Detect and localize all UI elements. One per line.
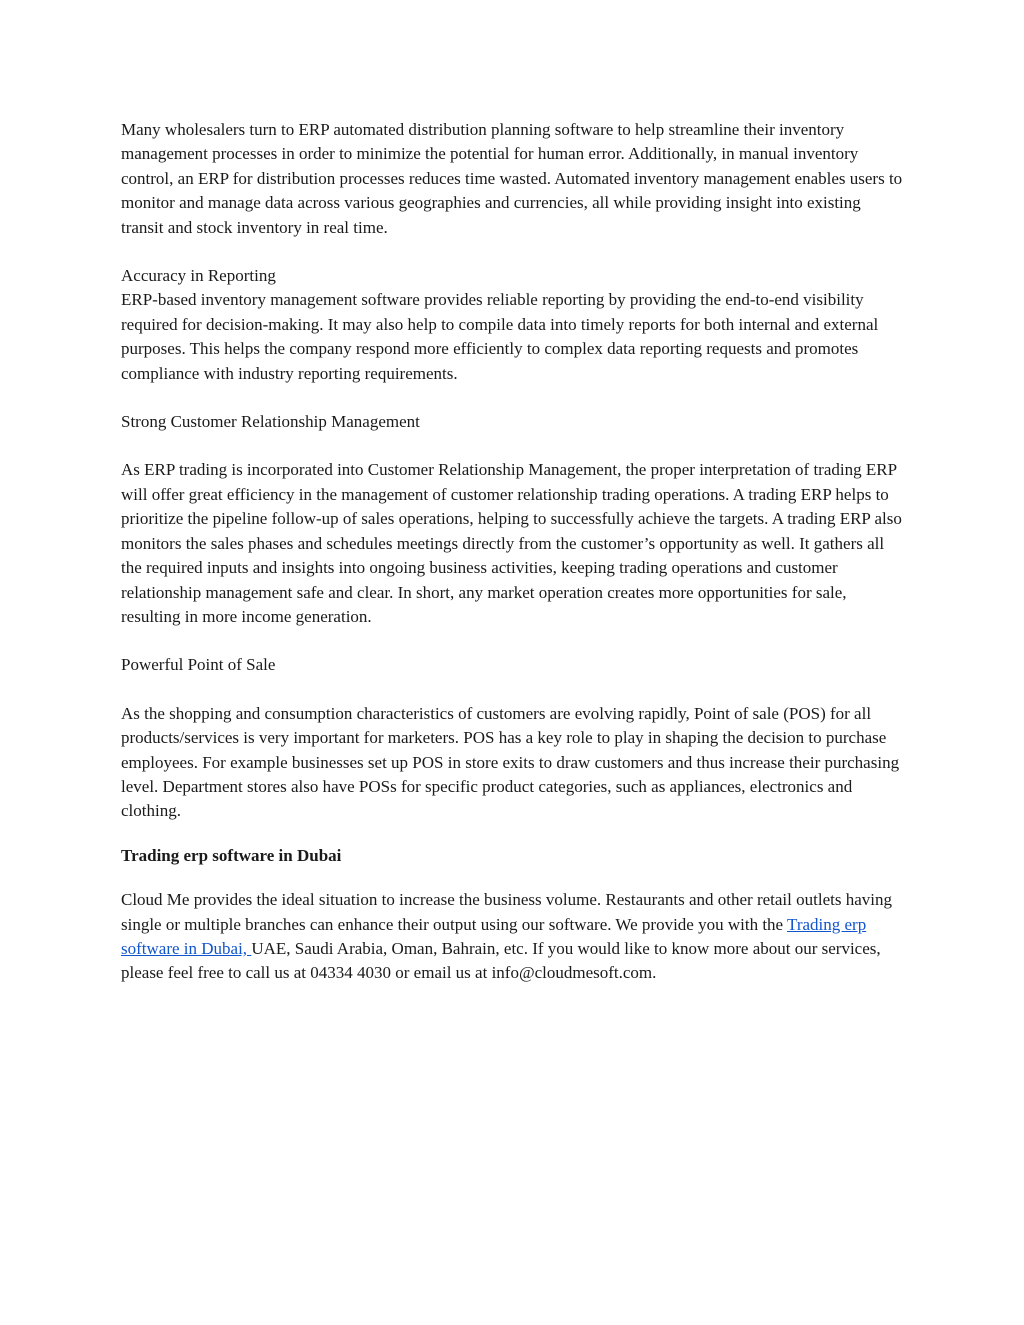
pos-paragraph: As the shopping and consumption characteristics of customers are evolving rapidly, Point of sale (POS) for all products/services is very important for marketers. POS has a key role to play in shaping the decision to purchase employees. For example businesses set up POS in store exits to draw customers and thus increase their purchasing level. Department stores also have POSs for specific product categories, such as appliances, electronics and clothing. xyxy=(121,703,900,821)
dubai-heading: Trading erp software in Dubai xyxy=(121,845,342,865)
trading-erp-dubai-link[interactable]: Trading erp software in Dubai, xyxy=(121,914,867,958)
accuracy-paragraph: ERP-based inventory management software provides reliable reporting by providing the end-to-end visibility required for decision-making. It may also help to compile data into timely reports for both internal and external purposes. This helps the company respond more efficiently to complex data reporting requests and promotes compliance with industry reporting requirements. xyxy=(121,290,879,383)
crm-paragraph: As ERP trading is incorporated into Customer Relationship Management, the proper interpretation of trading ERP will offer great efficiency in the management of customer relationship trading operations. A trading ERP helps to prioritize the pipeline follow-up of sales operations, helping to successfully achieve the targets. A trading ERP also monitors the sales phases and schedules meetings directly from the customer’s opportunity as well. It gathers all the required inputs and insights into ongoing business activities, keeping trading operations and customer relationship management safe and clear. In short, any market operation creates more opportunities for sale, resulting in more income generation. xyxy=(121,460,902,626)
closing-text-before-link: Cloud Me provides the ideal situation to increase the business volume. Restaurants and other retail outlets having single or multiple branches can enhance their output using our software. We provide you with the xyxy=(121,890,892,934)
pos-heading: Powerful Point of Sale xyxy=(121,655,276,675)
closing-paragraph xyxy=(121,888,907,986)
document-page xyxy=(121,118,907,986)
crm-heading: Strong Customer Relationship Management xyxy=(121,412,420,432)
intro-paragraph: Many wholesalers turn to ERP automated distribution planning software to help streamline their inventory management processes in order to minimize the potential for human error. Additionally, in manual inventory control, an ERP for distribution processes reduces time wasted. Automated inventory management enables users to monitor and manage data across various geographies and currencies, all while providing insight into existing transit and stock inventory in real time. xyxy=(121,120,903,237)
closing-text-after-link: UAE, Saudi Arabia, Oman, Bahrain, etc. If you would like to know more about our services, please feel free to call us at 04334 4030 or email us at info@cloudmesoft.com. xyxy=(121,938,881,983)
accuracy-heading: Accuracy in Reporting xyxy=(121,266,276,286)
